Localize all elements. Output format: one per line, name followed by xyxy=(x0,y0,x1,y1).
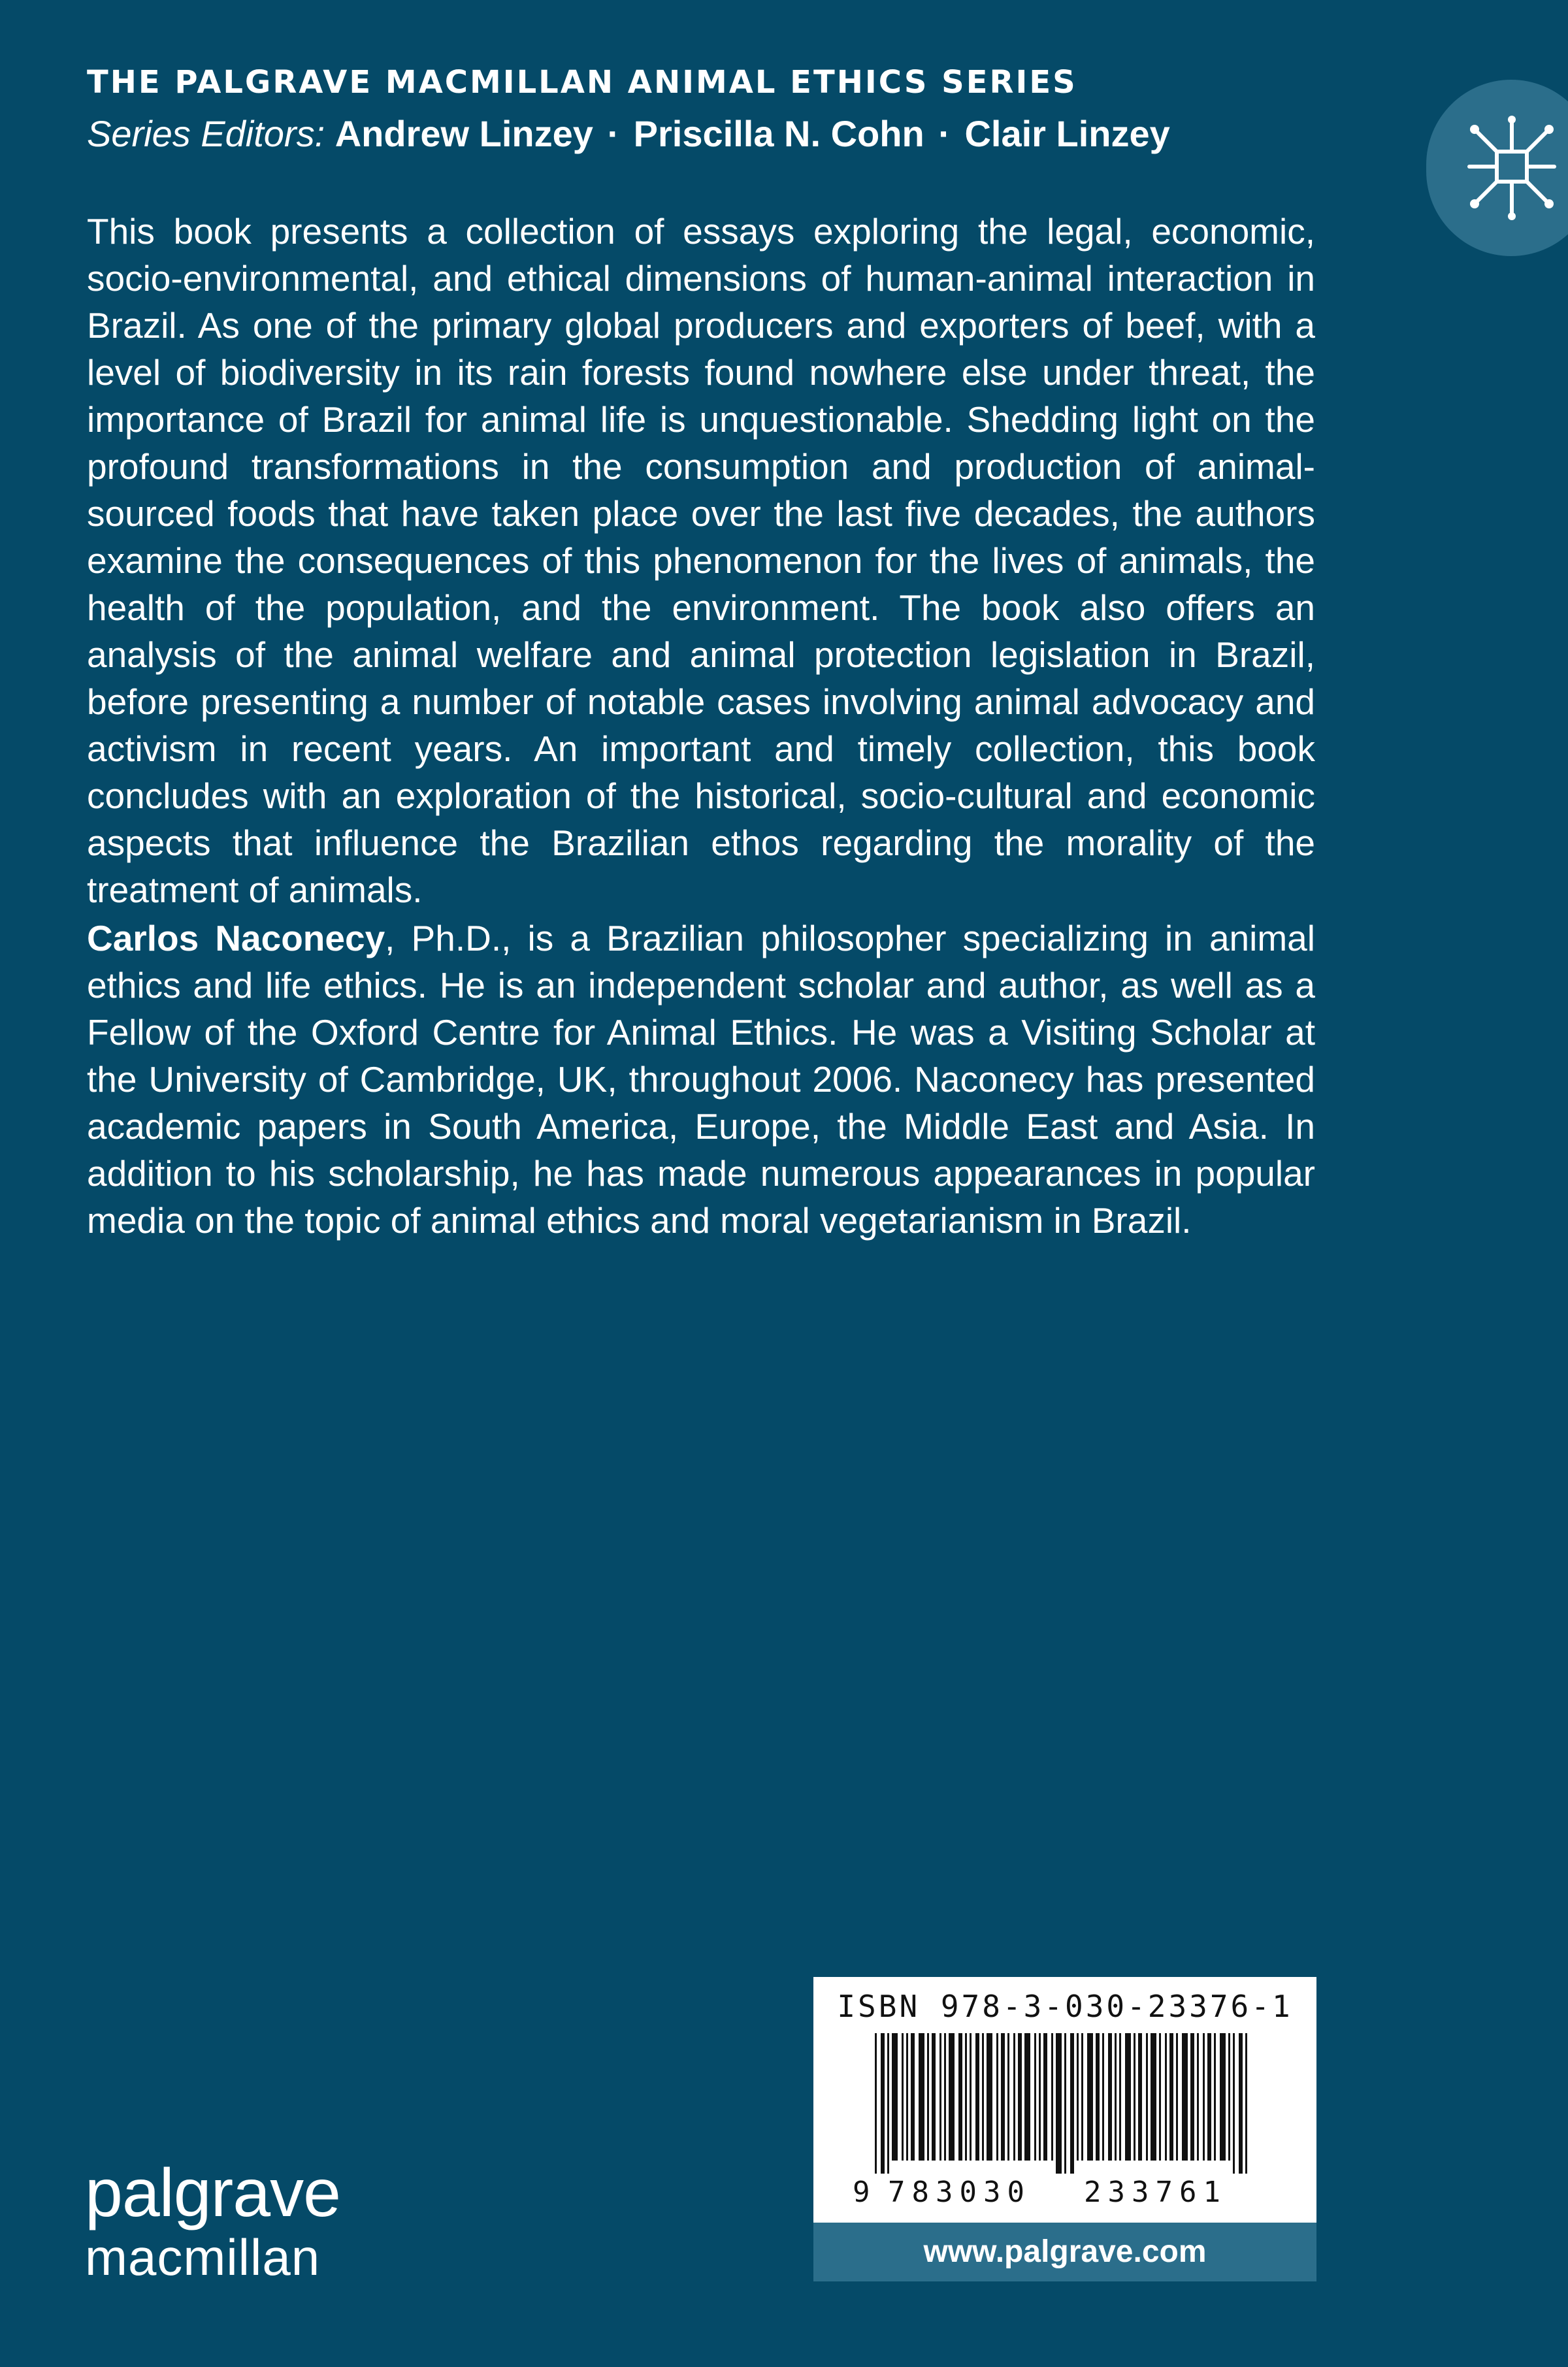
barcode-digit-lead: 9 xyxy=(853,2176,870,2209)
editor-name: Priscilla N. Cohn xyxy=(633,113,924,154)
isbn-label: ISBN 978-3-030-23376-1 xyxy=(837,1989,1293,2024)
publisher-url[interactable]: www.palgrave.com xyxy=(813,2223,1316,2281)
book-description: This book presents a collection of essays exploring the legal, economic, socio-environmental, and ethical dimensions of human-animal interaction in Brazil. As one of the primary global producers and exporters of beef, with a level of biodiversity in its rain forests found nowhere else under threat, the importance of Brazil for animal life is unquestionable. Shedding light on the profound transformations in the consumption and production of animal-sourced foods that have taken place over the last five decades, the authors examine the consequences of this phenomenon for the lives of animals, the health of the population, and the environment. The book also offers an analysis of the animal welfare and animal protection legislation in Brazil, before presenting a number of notable cases involving animal advocacy and activism in recent years. An important and timely collection, this book concludes with an exploration of the historical, socio-cultural and economic aspects that influence the Brazilian ethos regarding the morality of the treatment of animals. xyxy=(87,211,1315,910)
isbn-box xyxy=(813,1977,1316,2223)
barcode-digits-right: 233761 xyxy=(1084,2176,1227,2209)
author-bio-text: , Ph.D., is a Brazilian philosopher specializing in animal ethics and life ethics. He is an independent scholar and author, as well as a Fellow of the Oxford Centre for Animal Ethics. He was a Visiting Scholar at the University of Cambridge, UK, throughout 2006. Naconecy has presented academic papers in South America, Europe, the Middle East and Asia. In addition to his scholarship, he has made numerous appearances in popular media on the topic of animal ethics and moral vegetarianism in Brazil. xyxy=(87,918,1315,1241)
publisher-logo-line1: palgrave xyxy=(85,2155,340,2231)
author-name: Carlos Naconecy xyxy=(87,918,385,958)
series-title: THE PALGRAVE MACMILLAN ANIMAL ETHICS SERIES xyxy=(87,64,1077,101)
editor-name: Clair Linzey xyxy=(964,113,1170,154)
series-badge xyxy=(1426,80,1568,256)
network-node-icon xyxy=(1463,109,1561,227)
barcode-icon xyxy=(842,2033,1288,2210)
editor-separator: · xyxy=(938,113,951,154)
editors-label: Series Editors: xyxy=(87,113,325,154)
barcode-digits-left: 783030 xyxy=(888,2176,1031,2209)
publisher-logo-line2: macmillan xyxy=(85,2228,321,2286)
series-editors xyxy=(87,112,1170,155)
author-bio xyxy=(87,915,1315,1244)
publisher-logo xyxy=(85,2155,340,2287)
editor-name: Andrew Linzey xyxy=(335,113,593,154)
editor-separator: · xyxy=(607,113,620,154)
